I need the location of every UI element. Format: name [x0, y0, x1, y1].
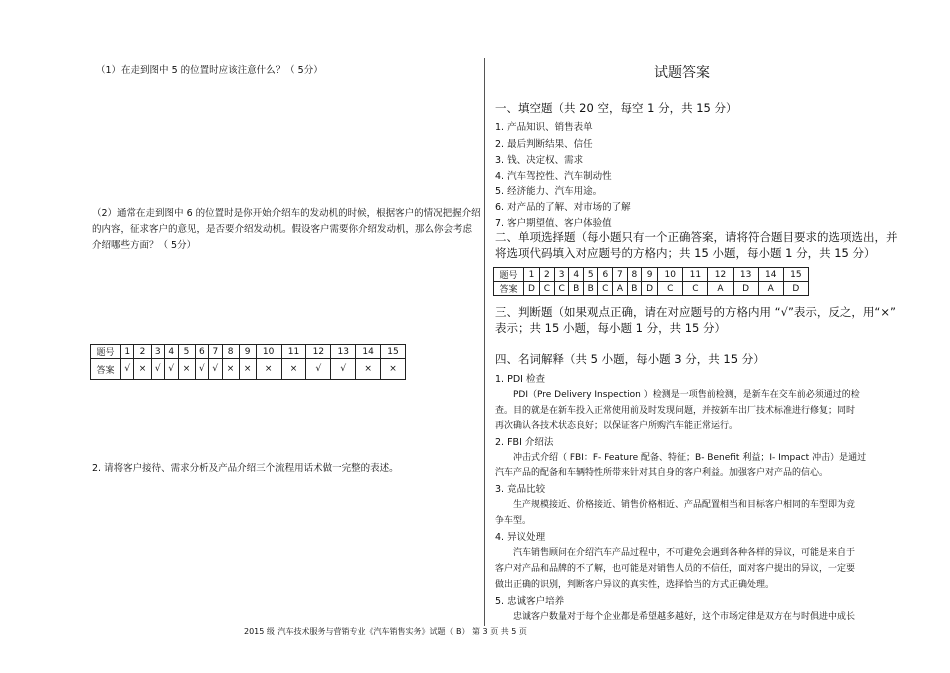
right-table-cell: 5: [583, 268, 598, 282]
question-2-line-1: （2）通常在走到图中 6 的位置时是你开始介绍车的发动机的时候，根据客户的情况把握介绍: [92, 208, 481, 219]
left-table-answer-row: [91, 359, 406, 380]
left-table-cell: 13: [331, 345, 356, 359]
left-table-cell: ×: [281, 359, 306, 380]
section-3-line-2: 表示；共 15 小题，每小题 1 分，共 15 分）: [495, 321, 727, 335]
fill-answer-item: 6. 对产品的了解、对市场的了解: [495, 202, 631, 213]
left-table-cell: ×: [222, 359, 239, 380]
term-2-title: 2. FBI 介绍法: [495, 437, 554, 448]
left-table-cell: ×: [134, 359, 151, 380]
left-table-cell: ×: [381, 359, 406, 380]
left-table-cell: √: [306, 359, 331, 380]
right-table-row-label: 答案: [494, 282, 524, 296]
right-table-cell: C: [598, 282, 613, 296]
term-2-line: 汽车产品的配备和车辆特性所带来针对其自身的客户利益。加强客户对产品的信心。: [495, 468, 829, 478]
left-answer-table: [90, 344, 406, 380]
term-4-title: 4. 异议处理: [495, 532, 546, 543]
right-table-cell: D: [524, 282, 540, 296]
term-2-line: 冲击式介绍（ FBI：F- Feature 配备、特征；B- Benefit 利益；I- Impact 冲击）是通过: [513, 453, 867, 463]
right-table-cell: C: [683, 282, 708, 296]
page-footer: 2015 级 汽车技术服务与营销专业《汽车销售实务》试题（ B） 第 3 页 共 5 页: [244, 627, 527, 636]
left-table-cell: 5: [178, 345, 195, 359]
right-table-cell: B: [583, 282, 598, 296]
term-4-line: 做出正确的识别，判断客户异议的真实性，选择恰当的方式正确处理。: [495, 580, 775, 590]
right-table-cell: B: [569, 282, 584, 296]
term-4-line: 汽车销售顾问在介绍汽车产品过程中，不可避免会遇到各种各样的异议，可能是来自于: [513, 548, 856, 558]
right-table-cell: C: [658, 282, 683, 296]
right-table-cell: C: [540, 282, 555, 296]
right-table-cell: 11: [683, 268, 708, 282]
section-4-header: 四、名词解释（共 5 小题，每小题 3 分，共 15 分）: [495, 352, 765, 366]
right-table-number-row: [494, 268, 809, 282]
left-table-cell: 7: [209, 345, 222, 359]
right-table-cell: 1: [524, 268, 540, 282]
left-table-row-label: 题号: [91, 345, 121, 359]
right-table-cell: 7: [613, 268, 627, 282]
left-table-cell: 1: [121, 345, 134, 359]
left-table-cell: 2: [134, 345, 151, 359]
left-table-cell: 4: [165, 345, 178, 359]
fill-answer-item: 7. 客户期望值、客户体验值: [495, 218, 612, 229]
right-table-cell: C: [554, 282, 569, 296]
column-divider: [484, 58, 485, 626]
right-table-cell: 15: [783, 268, 808, 282]
answers-title: 试题答案: [654, 65, 710, 81]
left-table-row-label: 答案: [91, 359, 121, 380]
fill-answer-item: 5. 经济能力、汽车用途。: [495, 186, 603, 197]
fill-answer-item: 3. 钱、决定权、需求: [495, 155, 584, 166]
left-table-cell: 9: [239, 345, 256, 359]
section-2-line-2: 将选项代码填入对应题号的方格内；共 15 小题，每小题 1 分，共 15 分）: [495, 246, 876, 260]
left-table-cell: √: [195, 359, 208, 380]
left-table-cell: ×: [239, 359, 256, 380]
right-table-cell: A: [613, 282, 627, 296]
section-1-header: 一、填空题（共 20 空，每空 1 分，共 15 分）: [495, 101, 738, 115]
left-table-cell: ×: [356, 359, 381, 380]
question-3: 2. 请将客户接待、需求分析及产品介绍三个流程用话术做一完整的表述。: [92, 463, 399, 474]
term-5-line: 忠诚客户数量对于每个企业都是希望越多越好，这个市场定律是双方在与时俱进中成长: [513, 612, 856, 622]
right-table-cell: 13: [733, 268, 758, 282]
left-table-cell: 8: [222, 345, 239, 359]
term-3-title: 3. 竞品比较: [495, 484, 546, 495]
fill-answer-item: 4. 汽车驾控性、汽车制动性: [495, 171, 612, 182]
right-table-cell: D: [783, 282, 808, 296]
question-2-line-2: 的内容，征求客户的意见，是否要介绍发动机。假设客户需要你介绍发动机，那么你会考虑: [92, 224, 473, 235]
term-5-title: 5. 忠诚客户培养: [495, 596, 565, 607]
right-table-cell: 12: [708, 268, 733, 282]
fill-answer-item: 2. 最后判断结果、信任: [495, 139, 593, 150]
left-table-cell: 3: [151, 345, 164, 359]
section-3-line-1: 三、判断题（如果观点正确，请在对应题号的方格内用 “√”表示，反之，用“×”: [495, 305, 896, 319]
question-1: （1）在走到图中 5 的位置时应该注意什么？（ 5分）: [96, 65, 323, 76]
term-4-line: 客户对产品和品牌的不了解，也可能是对销售人员的不信任，面对客户提出的异议，一定要: [495, 564, 856, 574]
left-table-cell: √: [151, 359, 164, 380]
right-table-cell: B: [627, 282, 642, 296]
right-table-cell: A: [758, 282, 783, 296]
left-table-cell: √: [331, 359, 356, 380]
left-table-cell: 10: [256, 345, 281, 359]
term-1-title: 1. PDI 检查: [495, 374, 545, 385]
term-1-line: 再次确认各技术状态良好；以保证客户所购汽车能正常运行。: [495, 421, 739, 431]
right-table-cell: 4: [569, 268, 584, 282]
right-table-cell: A: [708, 282, 733, 296]
left-table-cell: √: [121, 359, 134, 380]
right-table-answer-row: [494, 282, 809, 296]
right-table-cell: 10: [658, 268, 683, 282]
right-table-cell: D: [733, 282, 758, 296]
term-1-line: 查。目的就是在新车投入正常使用前及时发现问题，并按新车出厂技术标准进行修复；同时: [495, 406, 856, 416]
right-table-cell: 9: [642, 268, 658, 282]
section-2-line-1: 二、单项选择题（每小题只有一个正确答案，请将符合题目要求的选项选出，并: [495, 230, 898, 244]
left-table-cell: √: [209, 359, 222, 380]
right-answer-table: [493, 267, 809, 296]
left-table-cell: √: [165, 359, 178, 380]
term-3-line: 生产规模接近、价格接近、销售价格相近、产品配置相当和目标客户相同的车型即为竞: [513, 500, 856, 510]
right-table-cell: 14: [758, 268, 783, 282]
term-1-line: PDI（Pre Delivery Inspection ）检测是一项售前检测，是新车在交车前必须通过的检: [513, 390, 860, 400]
left-table-number-row: [91, 345, 406, 359]
right-table-cell: 8: [627, 268, 642, 282]
term-3-line: 争车型。: [495, 516, 532, 526]
left-table-cell: ×: [256, 359, 281, 380]
left-table-cell: 15: [381, 345, 406, 359]
left-table-cell: 12: [306, 345, 331, 359]
right-table-cell: D: [642, 282, 658, 296]
right-table-cell: 2: [540, 268, 555, 282]
right-table-cell: 3: [554, 268, 569, 282]
left-table-cell: 11: [281, 345, 306, 359]
right-table-cell: 6: [598, 268, 613, 282]
fill-answer-item: 1. 产品知识、销售表单: [495, 122, 593, 133]
left-table-cell: 14: [356, 345, 381, 359]
question-2-line-3: 介绍哪些方面？（ 5分）: [92, 240, 197, 251]
left-table-cell: 6: [195, 345, 208, 359]
left-table-cell: ×: [178, 359, 195, 380]
right-table-row-label: 题号: [494, 268, 524, 282]
